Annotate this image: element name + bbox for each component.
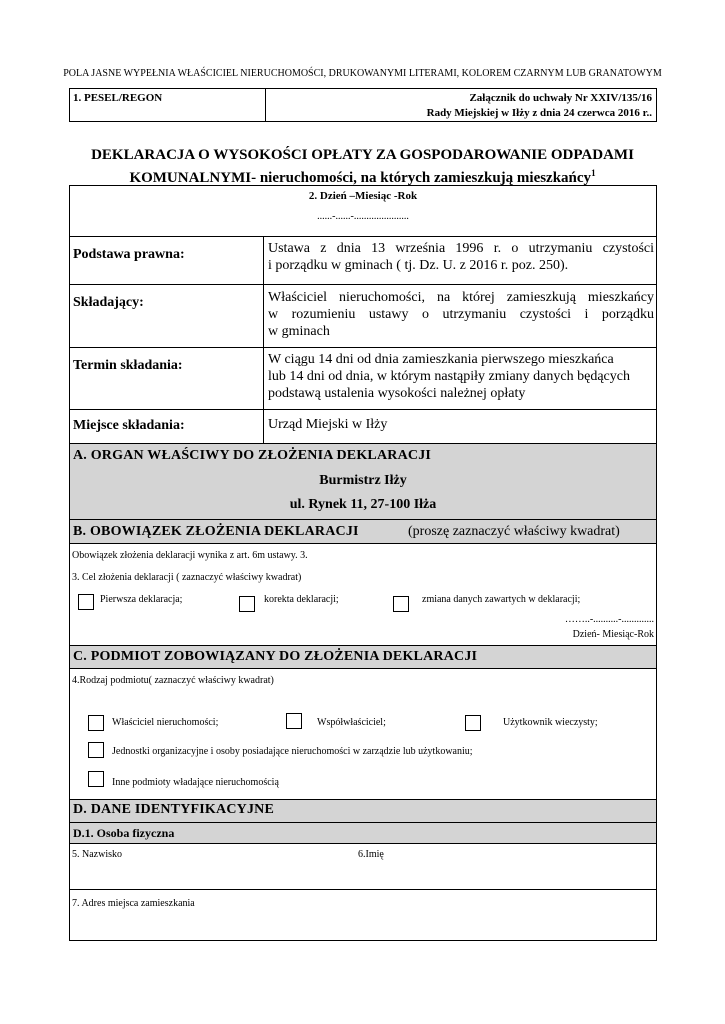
first-declaration-label: Pierwsza deklaracja; xyxy=(100,594,183,605)
authority-name: Burmistrz Iłży xyxy=(319,473,407,488)
legal-basis-line: i porządku w gminach ( tj. Dz. U. z 2016 r. poz. 250). xyxy=(268,258,569,273)
address-field[interactable]: 7. Adres miejsca zamieszkania xyxy=(72,898,195,909)
top-note: POLA JASNE WYPEŁNIA WŁAŚCICIEL NIERUCHOMOŚCI, DRUKOWANYMI LITERAMI, KOLOREM CZARNYM LUB GRANATOWYM xyxy=(63,68,662,79)
data-change-label: zmiana danych zawartych w deklaracji; xyxy=(422,594,581,605)
submitter-value xyxy=(268,289,654,340)
section-b-title: B. OBOWIĄZEK ZŁOŻENIA DEKLARACJI xyxy=(73,524,359,539)
deadline-line: lub 14 dni od dnia, w którym nastąpiły zmiany danych będących xyxy=(268,369,630,384)
section-a-title: A. ORGAN WŁAŚCIWY DO ZŁOŻENIA DEKLARACJI xyxy=(73,448,432,463)
obligation-basis: Obowiązek złożenia deklaracji wynika z art. 6m ustawy. 3. xyxy=(72,550,308,561)
deadline-value xyxy=(268,351,654,402)
perpetual-user-label: Użytkownik wieczysty; xyxy=(503,717,598,728)
entity-type-label: 4.Rodzaj podmiotu( zaznaczyć właściwy kwadrat) xyxy=(72,675,274,686)
title-line1: DEKLARACJA O WYSOKOŚCI OPŁATY ZA GOSPODAROWANIE ODPADAMI xyxy=(91,147,634,163)
title-line2 xyxy=(0,164,725,187)
deadline-line: podstawą ustalenia wysokości należnej opłaty xyxy=(268,386,526,401)
attachment-line2: Rady Miejskiej w Iłży z dnia 24 czerwca 2016 r.. xyxy=(426,107,652,119)
legal-basis-label: Podstawa prawna: xyxy=(73,247,185,262)
other-entities-label: Inne podmioty władające nieruchomością xyxy=(112,777,279,788)
pesel-field[interactable]: 1. PESEL/REGON xyxy=(73,92,163,104)
owner-label: Właściciel nieruchomości; xyxy=(112,717,219,728)
change-date-label: Dzień- Miesiąc-Rok xyxy=(572,629,654,640)
place-value: Urząd Miejski w Iłży xyxy=(268,417,388,432)
organizational-units-checkbox[interactable] xyxy=(88,742,104,758)
organizational-units-label: Jednostki organizacyjne i osoby posiadające nieruchomości w zarządzie lub użytkowaniu; xyxy=(112,746,473,757)
legal-basis-value xyxy=(268,240,654,274)
section-c-title: C. PODMIOT ZOBOWIĄZANY DO ZŁOŻENIA DEKLARACJI xyxy=(73,649,478,664)
authority-address: ul. Rynek 11, 27-100 Iłża xyxy=(289,497,437,512)
perpetual-user-checkbox[interactable] xyxy=(465,715,481,731)
submitter-line: Właściciel nieruchomości, na której zamieszkują mieszkańcy xyxy=(268,290,654,305)
surname-field[interactable]: 5. Nazwisko xyxy=(72,849,122,860)
legal-basis-line: Ustawa z dnia 13 września 1996 r. o utrzymaniu czystości xyxy=(268,241,654,256)
owner-checkbox[interactable] xyxy=(88,715,104,731)
submitter-label: Składający: xyxy=(73,295,144,310)
first-declaration-checkbox[interactable] xyxy=(78,594,94,610)
place-label: Miejsce składania: xyxy=(73,418,185,433)
first-name-field[interactable]: 6.Imię xyxy=(358,849,384,860)
other-entities-checkbox[interactable] xyxy=(88,771,104,787)
attachment-note xyxy=(270,91,652,121)
section-d1-title: D.1. Osoba fizyczna xyxy=(73,826,175,840)
deadline-label: Termin składania: xyxy=(73,358,183,373)
data-change-checkbox[interactable] xyxy=(393,596,409,612)
footnote-marker: 1 xyxy=(591,168,596,178)
submitter-line: w gminach xyxy=(268,324,330,339)
date-input[interactable]: ......-......-...................... xyxy=(317,211,409,222)
section-d-title: D. DANE IDENTYFIKACYJNE xyxy=(73,802,275,817)
correction-label: korekta deklaracji; xyxy=(264,594,339,605)
submitter-line: w rozumieniu ustawy o utrzymaniu czystości i porządku xyxy=(268,307,654,322)
deadline-line: W ciągu 14 dni od dnia zamieszkania pierwszego mieszkańca xyxy=(268,352,614,367)
attachment-line1: Załącznik do uchwały Nr XXIV/135/16 xyxy=(469,92,652,104)
co-owner-checkbox[interactable] xyxy=(286,713,302,729)
date-label: 2. Dzień –Miesiąc -Rok xyxy=(308,190,418,202)
title-line2-text: KOMUNALNYMI- nieruchomości, na których zamieszkują mieszkańcy xyxy=(129,170,592,186)
section-b-hint: (proszę zaznaczyć właściwy kwadrat) xyxy=(408,524,620,539)
correction-checkbox[interactable] xyxy=(239,596,255,612)
page-title xyxy=(0,146,725,187)
co-owner-label: Współwłaściciel; xyxy=(317,717,386,728)
change-date-input[interactable]: ……..-..........-............. xyxy=(564,614,654,625)
purpose-label: 3. Cel złożenia deklaracji ( zaznaczyć właściwy kwadrat) xyxy=(72,572,302,583)
